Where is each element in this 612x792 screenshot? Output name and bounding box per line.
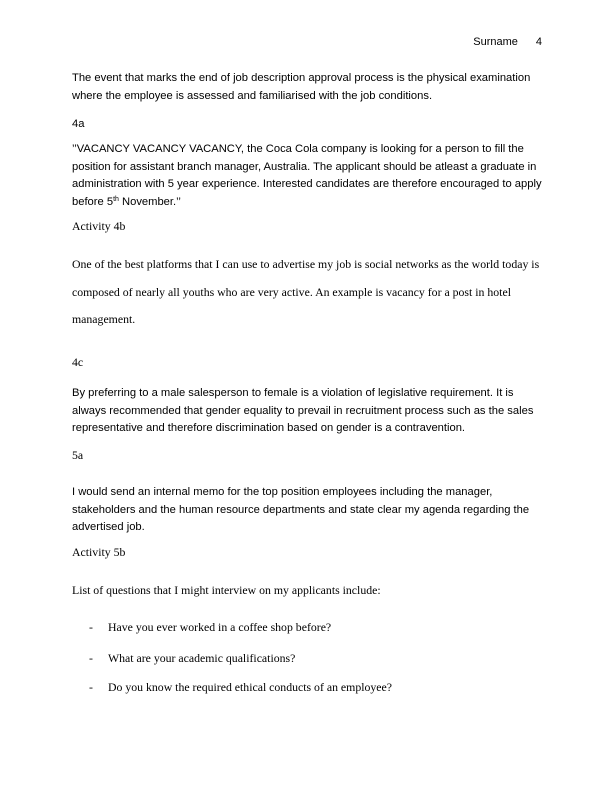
- bullet-dash: -: [89, 620, 93, 634]
- paragraph-memo: I would send an internal memo for the top position employees including the manager, stakeholders and the human resource departments and state clear my agenda regarding the advertised job.: [72, 486, 530, 533]
- list-item: [89, 620, 331, 635]
- heading-4c: 4c: [72, 355, 84, 369]
- ad-text-main: ’’VACANCY VACANCY VACANCY, the Coca Cola company is looking for a person to fill the position for assistant branch manager, Australia. The applicant should be atleast a graduate in administration with 5 year experience. Interested candidates are therefore encouraged to apply before 5: [72, 143, 542, 208]
- list-item: [89, 680, 392, 695]
- ad-superscript: th: [113, 195, 119, 203]
- page-header: [473, 36, 542, 48]
- bullet-dash: -: [89, 680, 93, 694]
- question-text: Do you know the required ethical conducts of an employee?: [108, 680, 393, 694]
- heading-5a: 5a: [72, 448, 84, 462]
- paragraph-questions-intro: List of questions that I might interview on my applicants include:: [72, 583, 381, 597]
- heading-4a: 4a: [72, 118, 85, 130]
- header-surname: Surname: [473, 36, 518, 48]
- question-text: What are your academic qualifications?: [108, 651, 296, 665]
- bullet-dash: -: [89, 651, 93, 665]
- paragraph-legislative: By preferring to a male salesperson to female is a violation of legislative requirement. It is always recommended that gender equality to prevail in recruitment process such as the sales representative and therefore discrimination based on gender is a contravention.: [72, 387, 534, 434]
- question-text: Have you ever worked in a coffee shop before?: [108, 620, 332, 634]
- paragraph-platforms: One of the best platforms that I can use to advertise my job is social networks as the world today is composed of nearly all youths who are very active. An example is vacancy for a post in hotel management.: [72, 257, 540, 326]
- paragraph-approval: The event that marks the end of job description approval process is the physical examination where the employee is assessed and familiarised with the job conditions.: [72, 72, 531, 102]
- paragraph-advertisement: [72, 141, 542, 211]
- heading-activity-4b: Activity 4b: [72, 219, 126, 233]
- page-number: 4: [535, 36, 542, 48]
- list-item: [89, 651, 295, 666]
- ad-text-end: November.’’: [118, 195, 181, 208]
- heading-activity-5b: Activity 5b: [72, 545, 126, 559]
